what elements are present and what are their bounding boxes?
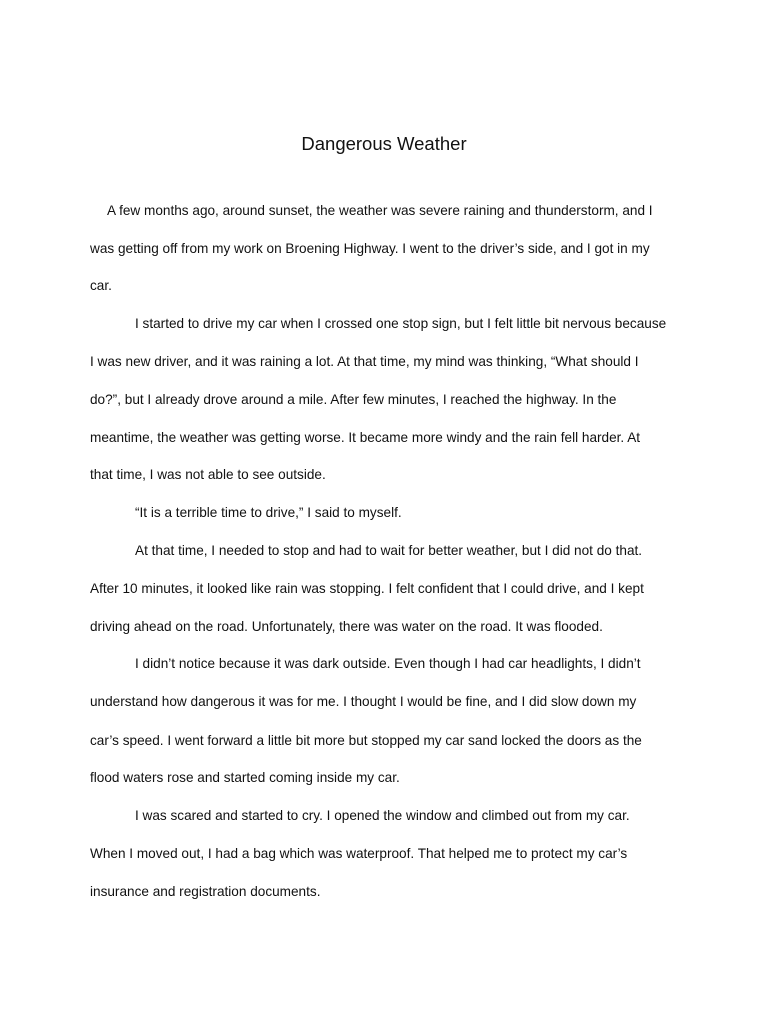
paragraph-line: flood waters rose and started coming inside my car. [90,770,400,785]
paragraph-line: car’s speed. I went forward a little bit more but stopped my car sand locked the doors as the [90,733,642,748]
paragraph-line: I was scared and started to cry. I opened the window and climbed out from my car. [135,808,630,823]
paragraph-line: car. [90,278,112,293]
paragraph-line: I didn’t notice because it was dark outside. Even though I had car headlights, I didn’t [135,656,641,671]
paragraph-line: At that time, I needed to stop and had to wait for better weather, but I did not do that. [135,543,643,558]
paragraph-line: I started to drive my car when I crossed one stop sign, but I felt little bit nervous because [135,316,667,331]
paragraph-line: After 10 minutes, it looked like rain was stopping. I felt confident that I could drive, and I kept [90,581,644,596]
paragraph-line: understand how dangerous it was for me. I thought I would be fine, and I did slow down my [90,694,637,709]
paragraph-line: When I moved out, I had a bag which was waterproof. That helped me to protect my car’s [90,846,628,861]
paragraph-line: that time, I was not able to see outside. [90,467,326,482]
paragraph-line: “It is a terrible time to drive,” I said to myself. [135,505,402,520]
paragraph-line: was getting off from my work on Broening Highway. I went to the driver’s side, and I got in my [90,241,650,256]
paragraph-line: do?”, but I already drove around a mile. After few minutes, I reached the highway. In the [90,392,617,407]
paragraph-line: driving ahead on the road. Unfortunately, there was water on the road. It was flooded. [90,619,603,634]
paragraph-line: I was new driver, and it was raining a lot. At that time, my mind was thinking, “What should I [90,354,639,369]
paragraph-line: A few months ago, around sunset, the weather was severe raining and thunderstorm, and I [107,203,653,218]
paragraph-line: insurance and registration documents. [90,884,321,899]
document-title: Dangerous Weather [301,133,467,154]
paragraph-line: meantime, the weather was getting worse. It became more windy and the rain fell harder. At [90,430,641,445]
